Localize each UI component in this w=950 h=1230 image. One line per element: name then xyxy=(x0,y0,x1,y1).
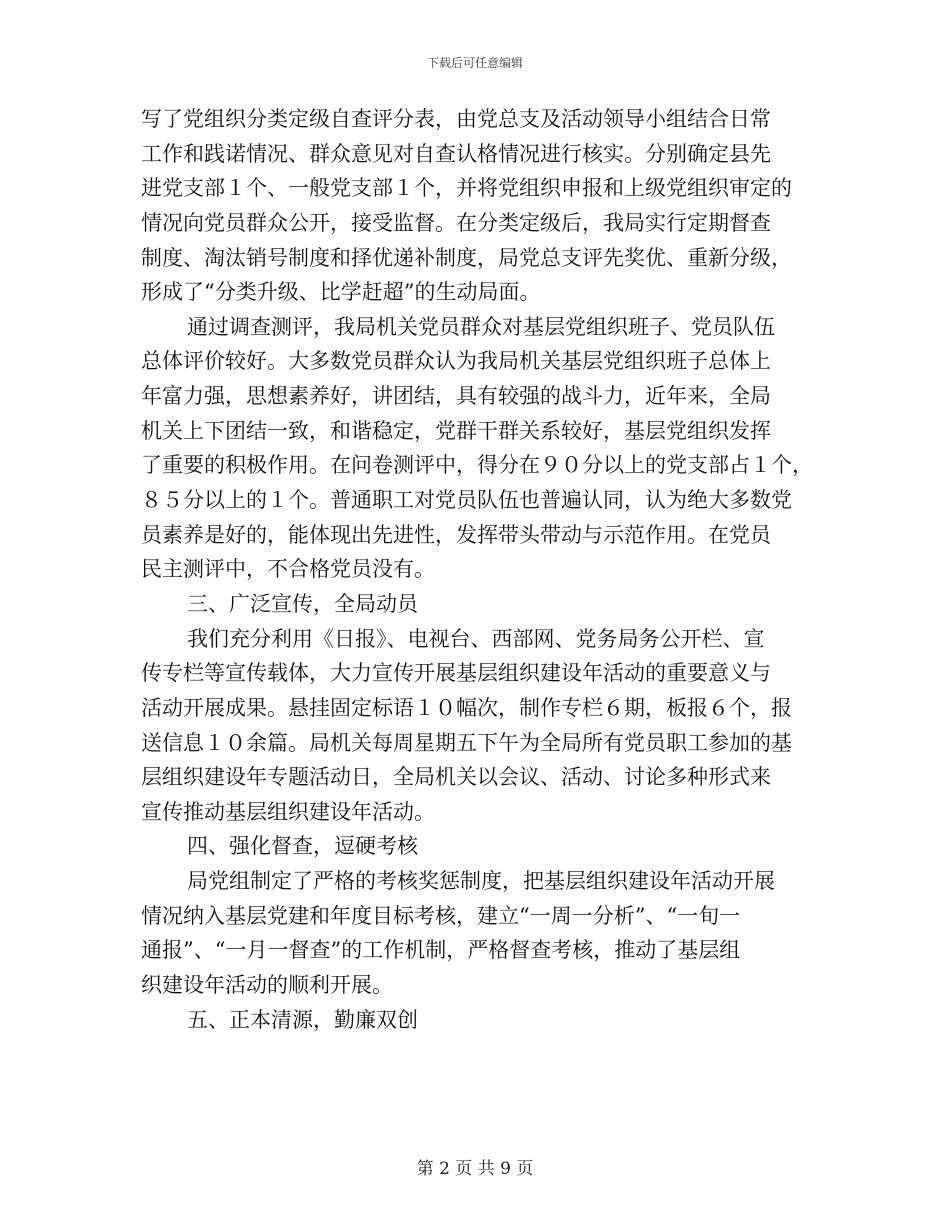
text-line: 形成了“分类升级、比学赶超”的生动局面。 xyxy=(141,280,541,305)
text-line: 通报”、“一月一督查”的工作机制，严格督查考核，推动了基层组 xyxy=(141,938,741,963)
section-heading: 四、强化督查，逗硬考核 xyxy=(187,834,418,859)
text-line: 了重要的积极作用。在问卷测评中，得分在９０分以上的党支部占１个， xyxy=(141,453,813,478)
text-line: 民主测评中，不合格党员没有。 xyxy=(141,557,435,582)
text-line: 年富力强，思想素养好，讲团结，具有较强的战斗力，近年来，全局 xyxy=(141,384,771,409)
text-line: 写了党组织分类定级自查评分表，由党总支及活动领导小组结合日常 xyxy=(141,107,771,131)
text-line: 工作和践诺情况、群众意见对自查认格情况进行核实。分别确定县先 xyxy=(141,141,771,166)
section-heading: 五、正本清源，勤廉双创 xyxy=(187,1007,418,1032)
paragraph-first-line: 局党组制定了严格的考核奖惩制度，把基层组织建设年活动开展 xyxy=(187,869,775,894)
text-line: 情况向党员群众公开，接受监督。在分类定级后，我局实行定期督查 xyxy=(141,210,771,235)
text-line: 机关上下团结一致，和谐稳定，党群干群关系较好，基层党组织发挥 xyxy=(141,418,771,443)
text-line: 情况纳入基层党建和年度目标考核，建立“一周一分析”、“一旬一 xyxy=(141,903,741,928)
text-line: 传专栏等宣传载体，大力宣传开展基层组织建设年活动的重要意义与 xyxy=(141,661,771,686)
text-line: 送信息１０余篇。局机关每周星期五下午为全局所有党员职工参加的基 xyxy=(141,730,792,755)
text-line: 进党支部１个、一般党支部１个，并将党组织申报和上级党组织审定的 xyxy=(141,176,792,201)
paragraph-first-line: 通过调查测评，我局机关党员群众对基层党组织班子、党员队伍 xyxy=(187,314,775,339)
page-header: 下载后可任意编辑 xyxy=(426,56,523,70)
text-line: 织建设年活动的顺利开展。 xyxy=(141,973,393,998)
text-line: 活动开展成果。悬挂固定标语１０幅次，制作专栏６期，板报６个，报 xyxy=(141,695,792,720)
text-line: 制度、淘汰销号制度和择优递补制度，局党总支评先奖优、重新分级， xyxy=(141,245,792,270)
text-line: 员素养是好的，能体现出先进性，发挥带头带动与示范作用。在党员 xyxy=(141,522,771,547)
text-line: 宣传推动基层组织建设年活动。 xyxy=(141,799,435,824)
body-text xyxy=(141,102,813,1037)
text-line: ８５分以上的１个。普通职工对党员队伍也普遍认同，认为绝大多数党 xyxy=(141,488,792,513)
paragraph-first-line: 我们充分利用《日报》、电视台、西部网、党务局务公开栏、宣 xyxy=(187,626,765,651)
page-number: 第 2 页 共 9 页 xyxy=(416,1159,534,1179)
text-line: 层组织建设年专题活动日，全局机关以会议、活动、讨论多种形式来 xyxy=(141,765,771,790)
text-line: 总体评价较好。大多数党员群众认为我局机关基层党组织班子总体上 xyxy=(141,349,771,374)
section-heading: 三、广泛宣传，全局动员 xyxy=(187,591,418,616)
